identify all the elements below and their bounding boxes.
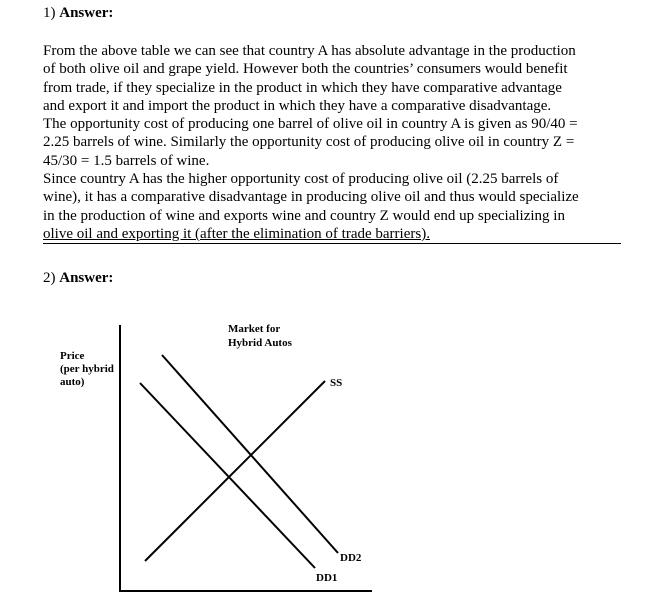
demand-curve-dd2 <box>162 355 338 553</box>
demand-1-label: DD1 <box>316 572 338 584</box>
answer-1-heading <box>43 5 113 22</box>
answer-2-heading <box>43 270 113 287</box>
y-axis-label-line-1: Price <box>60 350 85 362</box>
y-axis-label-line-3: auto) <box>60 376 85 388</box>
answer-1-number: 1) <box>43 5 56 21</box>
answer-1-line: and export it and import the product in which they have a comparative disadvantage. <box>43 97 552 114</box>
supply-label: SS <box>330 377 343 389</box>
graph-title-line-2: Hybrid Autos <box>228 337 292 349</box>
answer-2-number: 2) <box>43 270 56 286</box>
supply-curve-ss <box>145 381 325 561</box>
supply-demand-diagram <box>0 300 666 606</box>
answer-1-line: olive oil and exporting it (after the elimination of trade barriers). <box>43 225 430 242</box>
answer-1-line: 45/30 = 1.5 barrels of wine. <box>43 152 210 169</box>
answer-1-paragraph <box>43 42 623 243</box>
answer-1-line: in the production of wine and exports wine and country Z would end up specializing in <box>43 207 565 224</box>
answer-1-line: wine), it has a comparative disadvantage in producing olive oil and thus would specialize <box>43 189 579 206</box>
answer-1-line: from trade, if they specialize in the product in which they have comparative advantage <box>43 79 562 96</box>
answer-1-label: Answer: <box>59 5 114 21</box>
answer-1-line: The opportunity cost of producing one barrel of olive oil in country A is given as 90/40 = <box>43 116 578 133</box>
answer-1-line: From the above table we can see that country A has absolute advantage in the production <box>43 43 576 59</box>
answer-1-line: of both olive oil and grape yield. However both the countries’ consumers would benefit <box>43 61 568 78</box>
answer-1-line: 2.25 barrels of wine. Similarly the opportunity cost of producing olive oil in country Z = <box>43 134 575 151</box>
y-axis-label-line-2: (per hybrid <box>60 363 114 375</box>
demand-2-label: DD2 <box>340 552 362 564</box>
answer-1-line: Since country A has the higher opportunity cost of producing olive oil (2.25 barrels of <box>43 171 559 188</box>
answer-2-label: Answer: <box>59 270 114 286</box>
section-divider <box>43 243 621 244</box>
graph-title-line-1: Market for <box>228 323 281 335</box>
